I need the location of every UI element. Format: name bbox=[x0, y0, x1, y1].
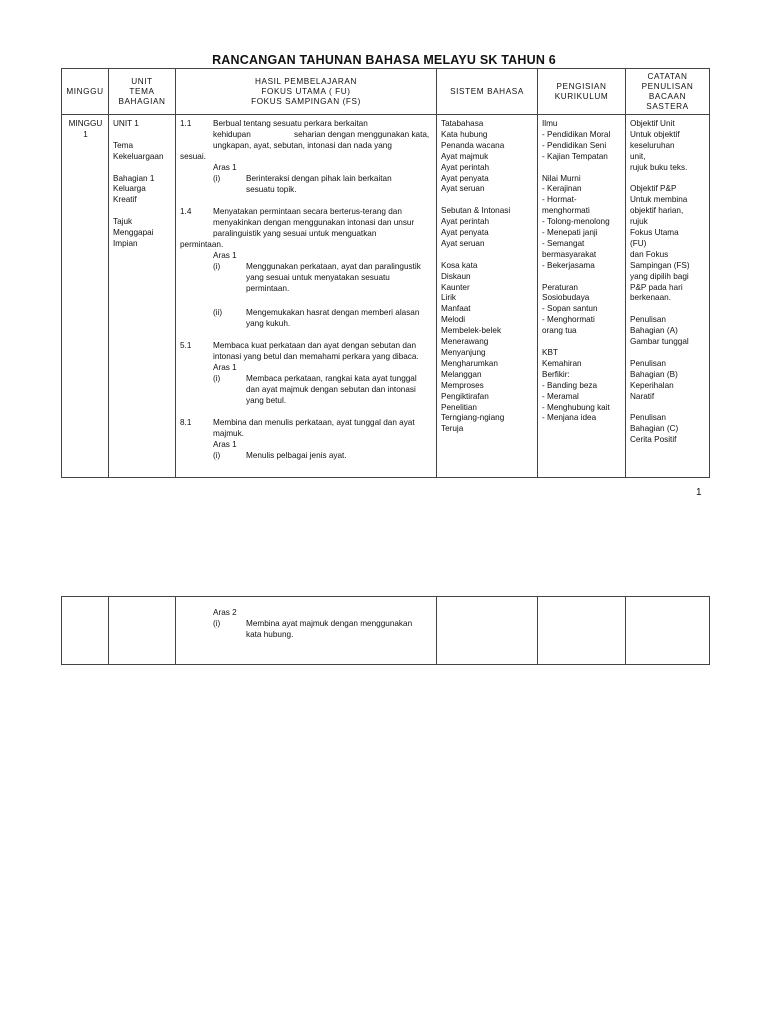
item-text: yang sesuai untuk menyatakan sesuatu bbox=[246, 273, 390, 282]
item-text: yang betul. bbox=[246, 396, 287, 405]
sistem-line: Membelek-belek bbox=[441, 326, 502, 336]
catatan-line: (FU) bbox=[630, 238, 647, 248]
level-label: Aras 1 bbox=[213, 163, 237, 172]
pengisian-line: - Sopan santun bbox=[542, 304, 598, 314]
pengisian-cell bbox=[538, 597, 626, 665]
catatan-blocks bbox=[630, 119, 706, 446]
item-text: kata hubung. bbox=[246, 630, 294, 639]
catatan-line: Untuk membina bbox=[630, 195, 688, 205]
catatan-block bbox=[630, 315, 706, 348]
header-pengisian: PENGISIAN KURIKULUM bbox=[538, 69, 626, 115]
outcome-text: sesuai. bbox=[180, 152, 206, 161]
outcome-text: menyakinkan dengan menggunakan intonasi dan unsur bbox=[213, 218, 415, 227]
sistem-line: Menerawang bbox=[441, 337, 489, 347]
document-title: RANCANGAN TAHUNAN BAHASA MELAYU SK TAHUN 6 bbox=[212, 53, 556, 67]
level-label: Aras 1 bbox=[213, 363, 237, 372]
pengisian-line: Ilmu bbox=[542, 119, 558, 128]
sistem-line: Diskaun bbox=[441, 271, 471, 281]
catatan-line: Penulisan bbox=[630, 413, 666, 423]
outcome-text: Menyatakan permintaan secara berterus-terang dan bbox=[213, 207, 402, 216]
sistem-line: Ayat penyata bbox=[441, 228, 489, 238]
table-row bbox=[62, 115, 710, 478]
item-text: Membaca perkataan, rangkai kata ayat tunggal bbox=[246, 374, 417, 383]
outcome-text: Berbual tentang sesuatu perkara berkaitan bbox=[213, 119, 368, 128]
sistem-line: Ayat penyata bbox=[441, 173, 489, 183]
catatan-line: Fokus Utama bbox=[630, 228, 679, 238]
level-label: Aras 2 bbox=[213, 608, 237, 617]
catatan-line: Bahagian (C) bbox=[630, 424, 679, 434]
item-text: Berinteraksi dengan pihak lain berkaitan bbox=[246, 174, 392, 183]
unit-line: Bahagian 1 bbox=[113, 173, 155, 183]
catatan-line: P&P pada hari bbox=[630, 282, 683, 292]
sistem-cell bbox=[437, 115, 538, 478]
outcome-text: intonasi yang betul dan memahami perkara yang dibaca. bbox=[213, 352, 419, 361]
catatan-line: dan Fokus bbox=[630, 249, 669, 259]
pengisian-line: - Kerajinan bbox=[542, 184, 582, 194]
sistem-line: Melodi bbox=[441, 315, 466, 325]
catatan-line: unit, bbox=[630, 151, 646, 161]
sistem-line: Menyanjung bbox=[441, 348, 486, 357]
pengisian-line: Nilai Murni bbox=[542, 173, 581, 183]
table-row bbox=[62, 597, 710, 665]
catatan-block bbox=[630, 413, 706, 446]
minggu-cell: MINGGU 1 bbox=[62, 115, 109, 478]
header-catatan: CATATAN PENULISAN BACAAN SASTERA bbox=[626, 69, 710, 115]
item-text: dan ayat majmuk dengan sebutan dan intonasi bbox=[246, 385, 416, 394]
level-label: Aras 1 bbox=[213, 251, 237, 260]
sistem-line: Mengharumkan bbox=[441, 358, 498, 368]
outcome-number: 5.1 bbox=[180, 341, 192, 350]
pengisian-line: - Menghubung kait bbox=[542, 402, 610, 412]
pengisian-line: - Tolong-menolong bbox=[542, 217, 610, 227]
catatan-line: Objektif Unit bbox=[630, 119, 675, 128]
unit-cell bbox=[109, 115, 176, 478]
sistem-line: Terngiang-ngiang bbox=[441, 413, 505, 423]
outcome-text: permintaan. bbox=[180, 240, 224, 249]
catatan-cell bbox=[626, 597, 710, 665]
sistem-line: Tatabahasa bbox=[441, 119, 484, 128]
sistem-cell bbox=[437, 597, 538, 665]
unit-line: UNIT 1 bbox=[113, 119, 139, 128]
outcome-text: seharian dengan menggunakan kata, bbox=[294, 130, 430, 139]
outcome-number: 8.1 bbox=[180, 418, 192, 427]
header-sistem: SISTEM BAHASA bbox=[437, 69, 538, 115]
sistem-blocks bbox=[441, 119, 534, 435]
catatan-cell bbox=[626, 115, 710, 478]
item-marker: (i) bbox=[213, 451, 221, 460]
page-number: 1 bbox=[696, 487, 702, 498]
pengisian-block bbox=[542, 348, 622, 424]
outcome-text: Membina dan menulis perkataan, ayat tunggal dan ayat bbox=[213, 418, 415, 427]
unit-line: Menggapai bbox=[113, 228, 154, 238]
sistem-block bbox=[441, 119, 534, 195]
unit-line: Impian bbox=[113, 238, 138, 248]
catatan-line: Naratif bbox=[630, 391, 655, 401]
catatan-line: Gambar tunggal bbox=[630, 337, 689, 347]
pengisian-line: - Menghormati bbox=[542, 315, 595, 325]
pengisian-line: bermasyarakat bbox=[542, 249, 597, 259]
item-text: Menulis pelbagai jenis ayat. bbox=[246, 451, 347, 460]
sistem-line: Ayat seruan bbox=[441, 184, 485, 194]
sistem-line: Manfaat bbox=[441, 304, 471, 314]
item-text: permintaan. bbox=[246, 284, 290, 293]
catatan-line: Penulisan bbox=[630, 315, 666, 325]
catatan-block bbox=[630, 184, 706, 304]
header-hasil: HASIL PEMBELAJARAN FOKUS UTAMA ( FU) FOKUS SAMPINGAN (FS) bbox=[176, 69, 437, 115]
sistem-line: Ayat perintah bbox=[441, 217, 490, 227]
sistem-line: Kaunter bbox=[441, 282, 470, 292]
level-label: Aras 1 bbox=[213, 440, 237, 449]
pengisian-block bbox=[542, 283, 622, 338]
item-marker: (ii) bbox=[213, 308, 223, 317]
item-text: Mengemukakan hasrat dengan memberi alasan bbox=[246, 308, 420, 317]
pengisian-line: - Pendidikan Moral bbox=[542, 129, 611, 139]
sistem-line: Sebutan & Intonasi bbox=[441, 206, 511, 216]
sistem-line: Lirik bbox=[441, 293, 457, 303]
minggu-cell bbox=[62, 597, 109, 665]
unit-blocks bbox=[113, 119, 172, 250]
item-marker: (i) bbox=[213, 374, 221, 383]
pengisian-block bbox=[542, 174, 622, 272]
unit-block bbox=[113, 141, 172, 163]
pengisian-blocks bbox=[542, 119, 622, 424]
sistem-line: Ayat seruan bbox=[441, 238, 485, 248]
plan-table-continued bbox=[61, 596, 710, 665]
outcome-text: majmuk. bbox=[213, 429, 244, 438]
unit-line: Kreatif bbox=[113, 195, 137, 205]
pengisian-line: KBT bbox=[542, 347, 558, 357]
item-marker: (i) bbox=[213, 619, 221, 628]
sistem-block bbox=[441, 206, 534, 250]
unit-line: Keluarga bbox=[113, 184, 146, 194]
pengisian-line: menghormati bbox=[542, 206, 590, 216]
pengisian-line: - Semangat bbox=[542, 238, 585, 248]
sistem-line: Memproses bbox=[441, 380, 484, 390]
pengisian-line: - Meramal bbox=[542, 391, 579, 401]
pengisian-line: orang tua bbox=[542, 326, 577, 336]
unit-line: Tema bbox=[113, 140, 134, 150]
pengisian-line: - Kajian Tempatan bbox=[542, 151, 608, 161]
catatan-line: Untuk objektif bbox=[630, 129, 680, 139]
pengisian-cell bbox=[538, 115, 626, 478]
pengisian-line: - Pendidikan Seni bbox=[542, 140, 607, 150]
pengisian-line: - Banding beza bbox=[542, 380, 598, 390]
pengisian-line: - Bekerjasama bbox=[542, 260, 595, 270]
sistem-block bbox=[441, 261, 534, 436]
outcome-number: 1.4 bbox=[180, 207, 192, 216]
catatan-line: Keperihalan bbox=[630, 380, 674, 390]
catatan-line: rujuk bbox=[630, 217, 648, 227]
item-text: yang kukuh. bbox=[246, 319, 291, 328]
catatan-block bbox=[630, 119, 706, 174]
unit-cell bbox=[109, 597, 176, 665]
outcome-text: kehidupan bbox=[213, 130, 251, 139]
outcome-text: Membaca kuat perkataan dan ayat dengan sebutan dan bbox=[213, 341, 417, 350]
catatan-line: yang dipilih bagi bbox=[630, 271, 689, 281]
catatan-block bbox=[630, 359, 706, 403]
unit-block bbox=[113, 119, 172, 130]
item-text: Menggunakan perkataan, ayat dan paralingustik bbox=[246, 262, 421, 271]
catatan-line: Bahagian (A) bbox=[630, 326, 678, 336]
sistem-line: Penelitian bbox=[441, 402, 477, 412]
catatan-line: berkenaan. bbox=[630, 293, 671, 303]
unit-block bbox=[113, 174, 172, 207]
sistem-line: Ayat perintah bbox=[441, 162, 490, 172]
pengisian-line: Berfikir: bbox=[542, 369, 570, 379]
catatan-line: objektif harian, bbox=[630, 206, 684, 216]
pengisian-line: - Hormat- bbox=[542, 195, 577, 205]
catatan-line: Bahagian (B) bbox=[630, 369, 678, 379]
item-text: sesuatu topik. bbox=[246, 185, 297, 194]
item-marker: (i) bbox=[213, 174, 221, 183]
pengisian-block bbox=[542, 119, 622, 163]
outcome-text: paralinguistik yang sesuai untuk menguatkan bbox=[213, 229, 377, 238]
sistem-line: Kosa kata bbox=[441, 260, 478, 270]
pengisian-line: - Menepati janji bbox=[542, 228, 598, 238]
pengisian-line: Sosiobudaya bbox=[542, 293, 590, 303]
sistem-line: Teruja bbox=[441, 424, 464, 434]
pengisian-line: - Menjana idea bbox=[542, 413, 597, 423]
pengisian-line: Kemahiran bbox=[542, 358, 582, 368]
unit-line: Kekeluargaan bbox=[113, 151, 164, 161]
catatan-line: rujuk buku teks. bbox=[630, 162, 688, 172]
catatan-line: Sampingan (FS) bbox=[630, 260, 690, 270]
sistem-line: Penanda wacana bbox=[441, 140, 505, 150]
catatan-line: keseluruhan bbox=[630, 140, 675, 150]
catatan-line: Objektif P&P bbox=[630, 184, 677, 194]
outcome-text: ungkapan, ayat, sebutan, intonasi dan nada yang bbox=[213, 141, 392, 150]
table-header-row bbox=[62, 69, 710, 115]
pengisian-line: Peraturan bbox=[542, 282, 578, 292]
item-text: Membina ayat majmuk dengan menggunakan bbox=[246, 619, 413, 628]
sistem-line: Melanggan bbox=[441, 369, 482, 379]
catatan-line: Cerita Positif bbox=[630, 435, 677, 445]
sistem-line: Ayat majmuk bbox=[441, 151, 489, 161]
header-unit: UNIT TEMA BAHAGIAN bbox=[109, 69, 176, 115]
plan-table bbox=[61, 68, 710, 478]
hasil-cell bbox=[176, 115, 437, 478]
hasil-cell bbox=[176, 597, 437, 665]
header-minggu: MINGGU bbox=[62, 69, 109, 115]
sistem-line: Kata hubung bbox=[441, 129, 488, 139]
unit-line: Tajuk bbox=[113, 217, 133, 227]
catatan-line: Penulisan bbox=[630, 358, 666, 368]
sistem-line: Pengiktirafan bbox=[441, 391, 489, 401]
unit-block bbox=[113, 217, 172, 250]
outcome-number: 1.1 bbox=[180, 119, 192, 128]
item-marker: (i) bbox=[213, 262, 221, 271]
